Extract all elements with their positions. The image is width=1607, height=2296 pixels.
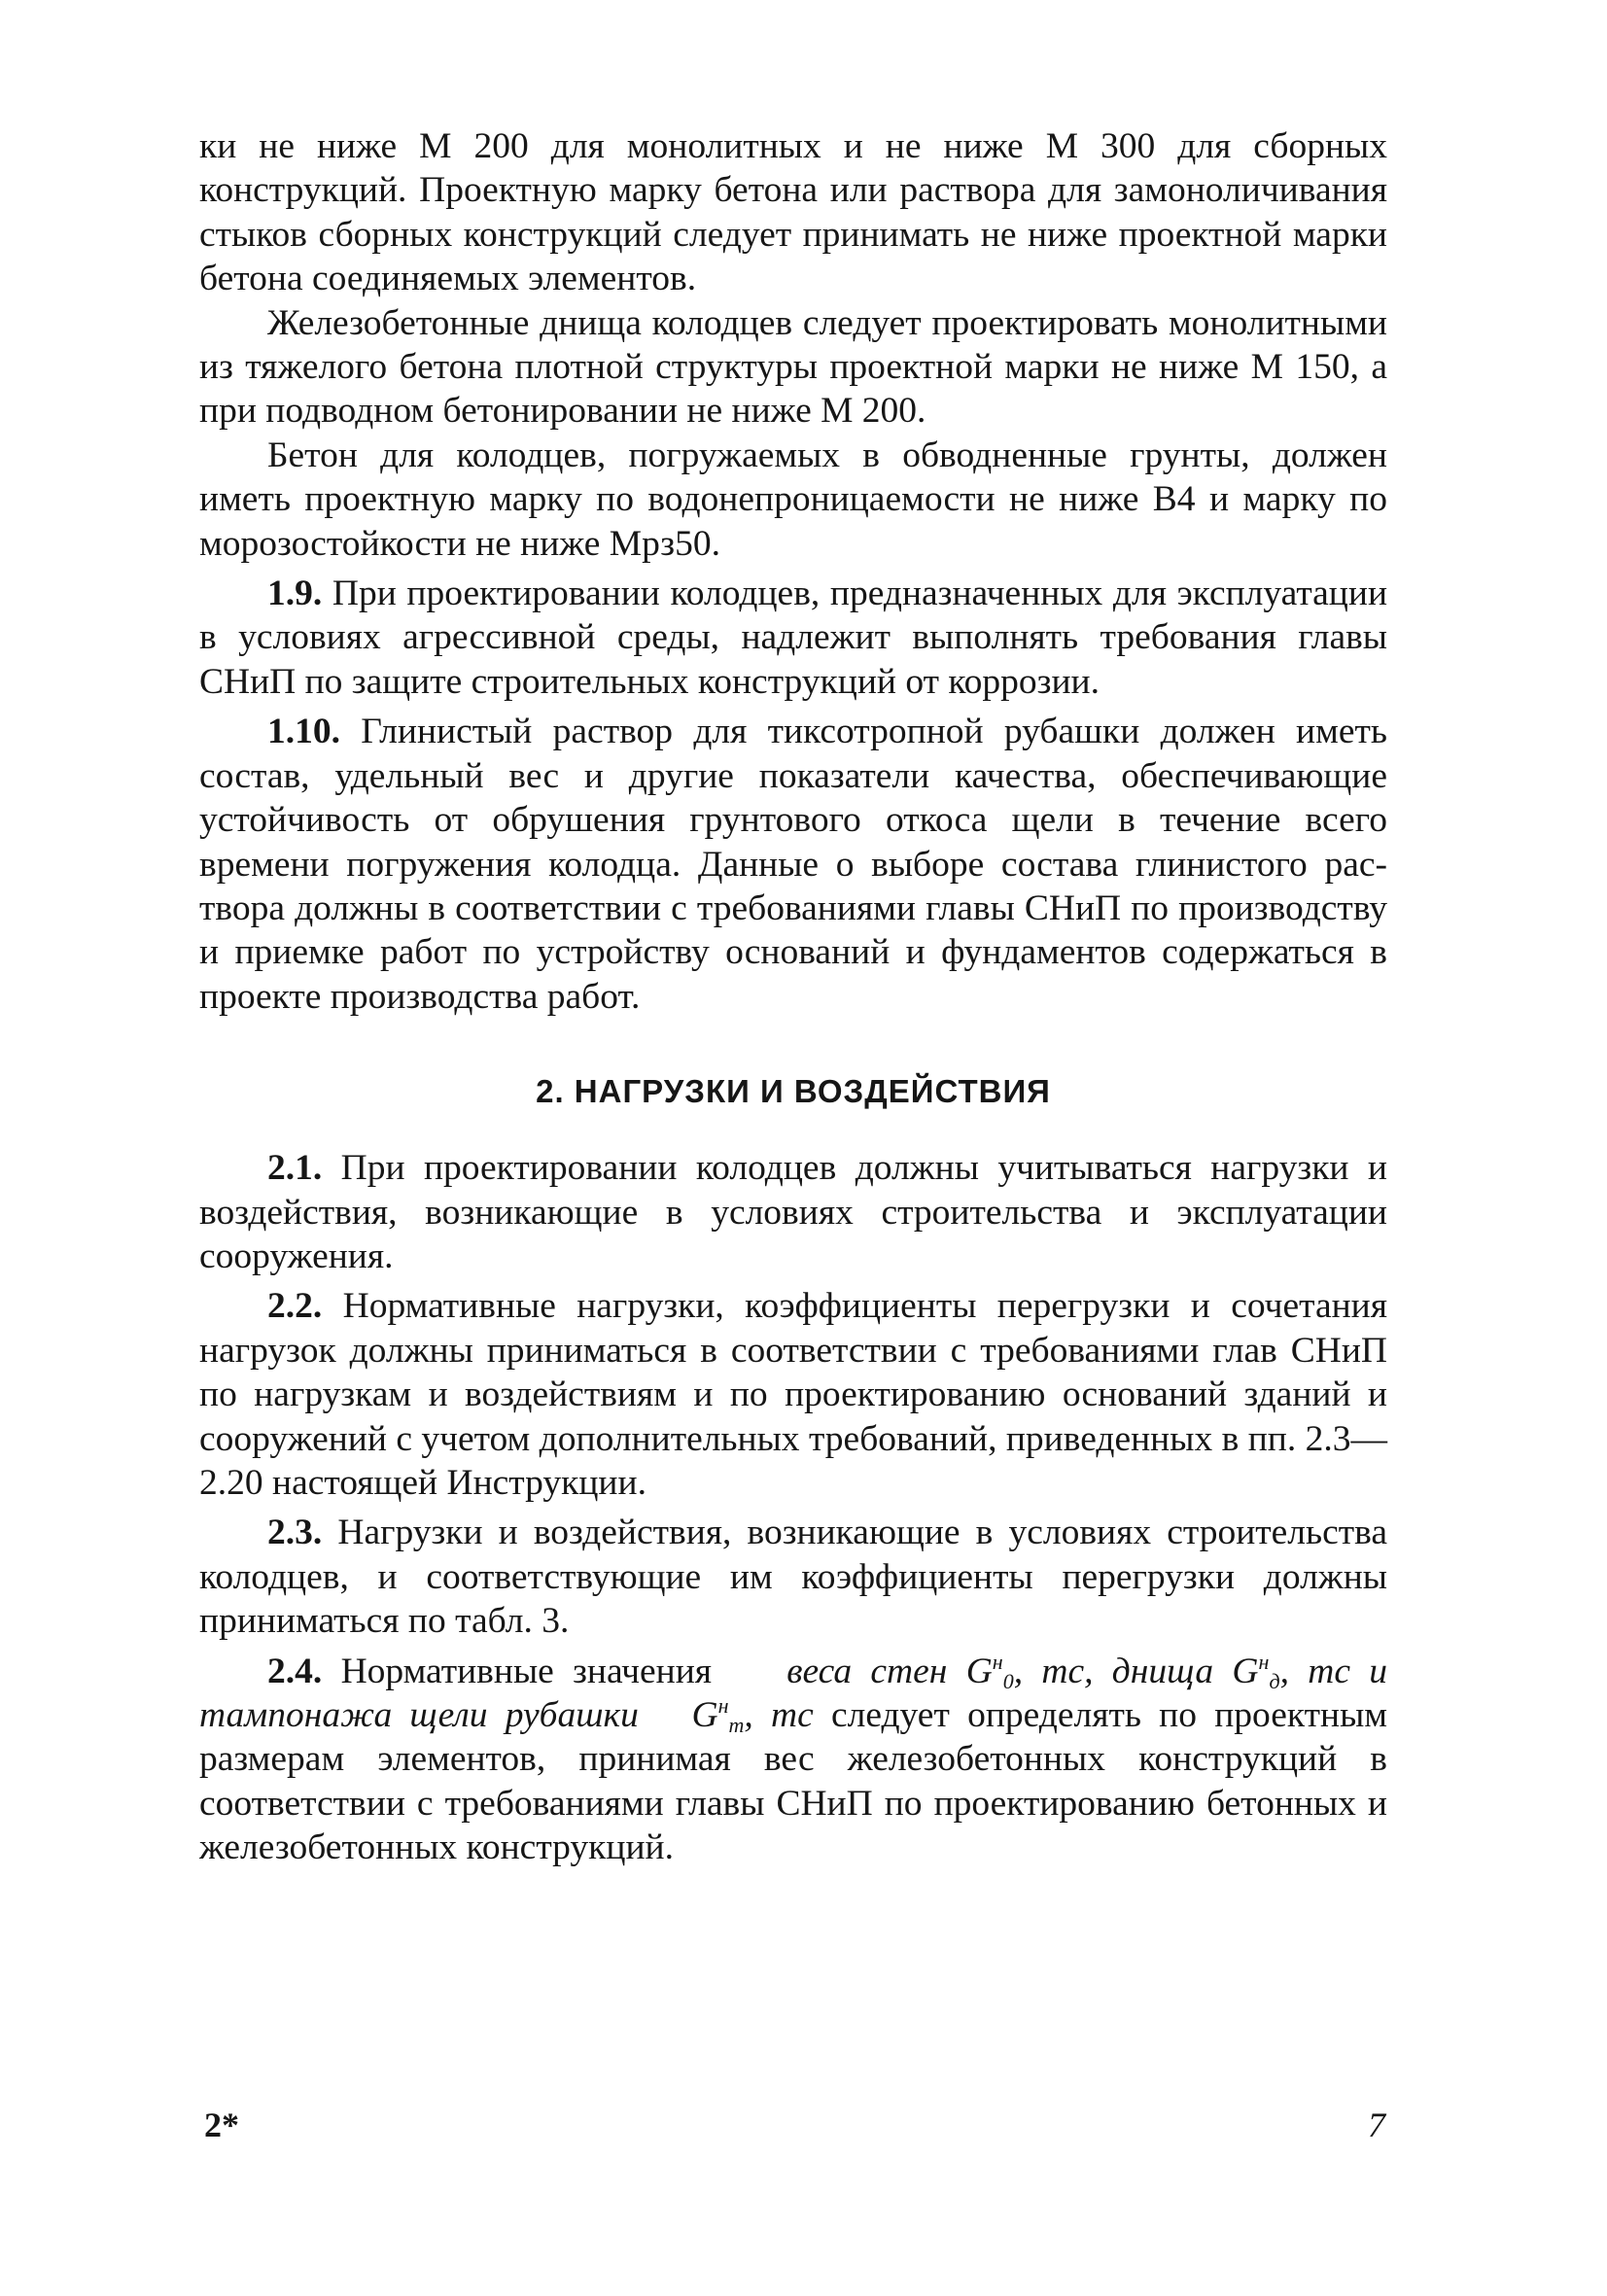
clause-text-unit: , тс bbox=[744, 1695, 814, 1735]
clause-text-walls: веса стен bbox=[786, 1651, 948, 1691]
symbol-g: G bbox=[691, 1695, 718, 1735]
formula-g0 bbox=[965, 1649, 1014, 1693]
superscript-n: н bbox=[992, 1649, 1003, 1674]
page-number: 7 bbox=[1368, 2105, 1385, 2144]
symbol-g: G bbox=[965, 1651, 993, 1691]
clause-text-bottom: , тс, днища bbox=[1013, 1651, 1214, 1691]
formula-gd bbox=[1232, 1649, 1280, 1693]
clause-number: 1.10. bbox=[267, 712, 340, 752]
clause-text-a: Нормативные значения bbox=[340, 1651, 713, 1691]
superscript-n: н bbox=[1258, 1649, 1270, 1674]
subscript-0: 0 bbox=[1002, 1668, 1014, 1693]
paragraph-concrete-watertightness: Бетон для колодцев, погружаемых в обводненные грунты, должен иметь проектную марку по водонепроницаемости не ниже В4 и марку по морозостойкости не ниже Мрз50. bbox=[199, 435, 1387, 564]
section-heading: 2. НАГРУЗКИ И ВОЗДЕЙСТВИЯ bbox=[536, 1073, 1051, 1110]
subscript-d: д bbox=[1269, 1668, 1280, 1693]
clause-number: 1.9. bbox=[267, 574, 323, 614]
clause-text-rest: следует определять по проектным размерам элементов, принимая вес железобетонных конструкций в соответствии с требованиями главы СНиП по проектированию бетонных и железобетонных конструкций. bbox=[199, 1695, 1388, 1868]
clause-1-10 bbox=[199, 710, 1387, 1019]
clause-number: 2.3. bbox=[267, 1513, 323, 1553]
clause-number: 2.2. bbox=[267, 1286, 323, 1327]
paragraph-concrete-grade-continuation: ки не ниже М 200 для монолитных и не ниже М 300 для сборных конструкций. Проектную марку бетона или раствора для замоноличивания стыков сборных конструкций следует принимать не ниже проектной марки бетона соединяемых элементов. bbox=[199, 126, 1387, 299]
clause-1-9 bbox=[199, 572, 1387, 704]
clause-text: Нормативные нагрузки, коэффициенты перегрузки и сочетания нагрузок должны приниматься в соответствии с требованиями глав СНиП по нагрузкам и воздействиям и по проектированию оснований зданий и сооружений с учетом дополнительных требований, приведенных в пп. 2.3—2.20 настоящей Инструкции. bbox=[199, 1286, 1387, 1503]
clause-text: При проектировании колодцев, предназначенных для эксплуатации в условиях агрессивной среды, надлежит выполнять требования главы СНиП по защите строительных конструкций от коррозии. bbox=[199, 574, 1388, 702]
clause-text: Глинистый раствор для тиксотропной рубашки должен иметь состав, удельный вес и другие показатели качества, обеспечивающие устойчивость от обрушения грунтового откоса щели в течение всего времени погружения колодца. Данные о выборе состава глинистого раствора должны в соответствии с требованиями главы СНиП по производству и приемке работ по устройству оснований и фундаментов содержаться в проекте производства работ. bbox=[199, 712, 1387, 1017]
clause-text: При проектировании колодцев должны учитываться нагрузки и воздействия, возникающие в условиях строительства и эксплуатации сооружения. bbox=[199, 1148, 1387, 1276]
clause-text: Нагрузки и воздействия, возникающие в условиях строительства колодцев, и соответствующие им коэффициенты перегрузки должны приниматься по табл. 3. bbox=[199, 1513, 1387, 1642]
document-page bbox=[199, 124, 1387, 1870]
clause-2-3 bbox=[199, 1511, 1387, 1643]
clause-number: 2.1. bbox=[267, 1148, 323, 1189]
superscript-n: н bbox=[717, 1693, 729, 1718]
clause-2-2 bbox=[199, 1284, 1387, 1505]
formula-gt bbox=[692, 1695, 745, 1735]
clause-text-grout: , тс и тампонажа щели рубашки bbox=[199, 1651, 1388, 1735]
subscript-t: т bbox=[728, 1713, 745, 1737]
paragraph-well-bottoms: Железобетонные днища колодцев следует проектировать монолитными из тяжелого бетона плотной структуры проектной марки не ниже М 150, а при подводном бетонировании не ниже М 200. bbox=[199, 302, 1387, 432]
clause-2-4 bbox=[199, 1650, 1387, 1870]
signature-mark: 2* bbox=[204, 2105, 239, 2144]
symbol-g: G bbox=[1232, 1651, 1259, 1691]
clause-2-1 bbox=[199, 1146, 1387, 1278]
clause-number: 2.4. bbox=[267, 1651, 323, 1691]
